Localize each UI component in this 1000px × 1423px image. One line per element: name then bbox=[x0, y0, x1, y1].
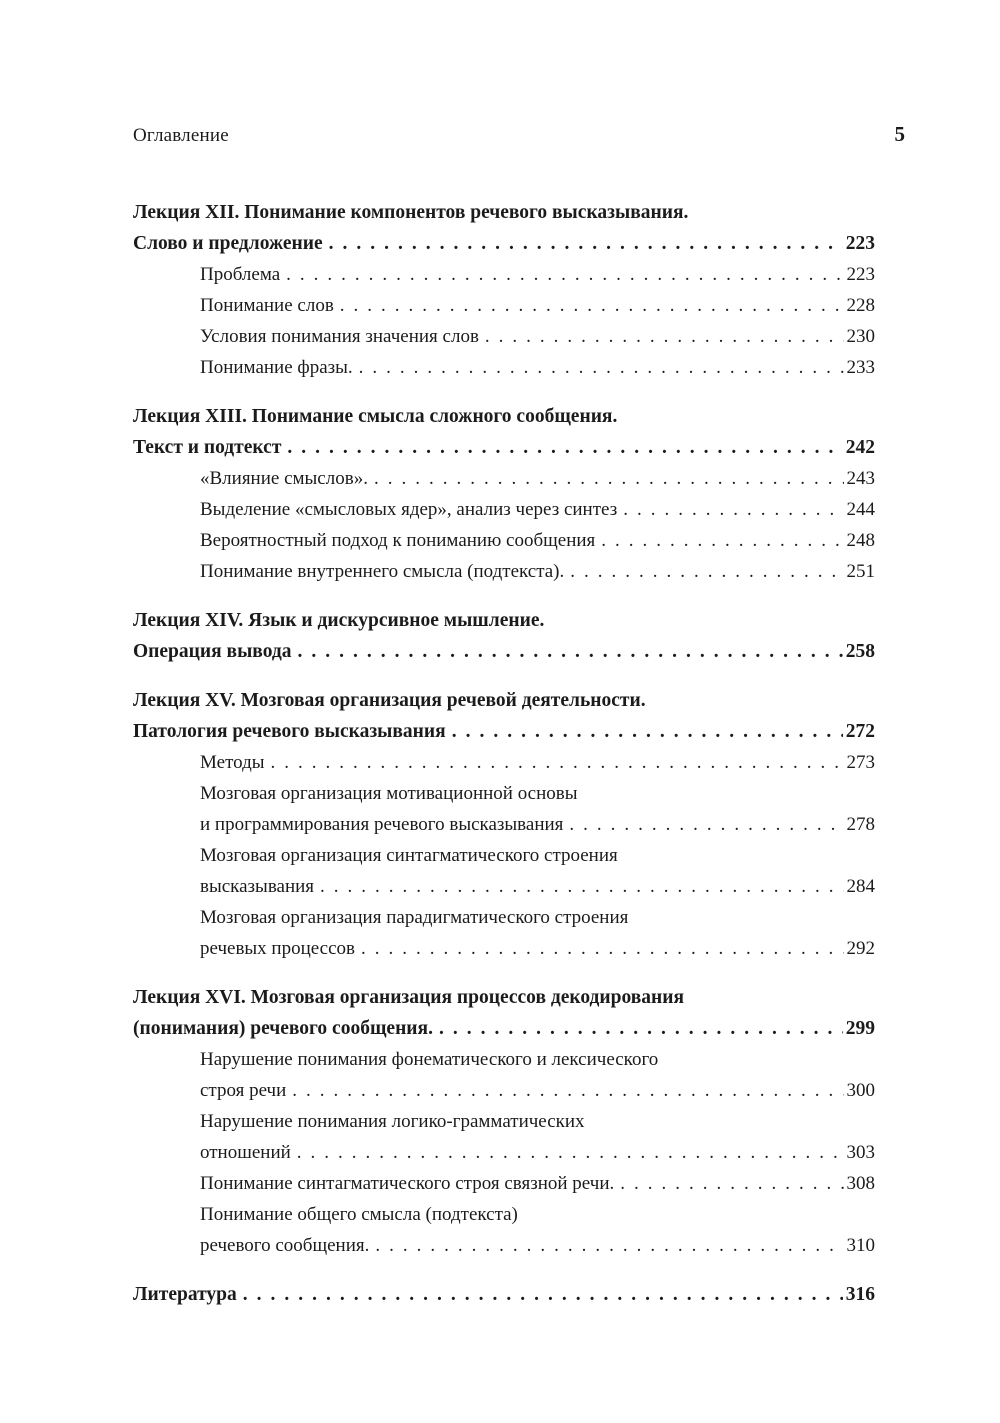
toc-entry-page-number: 243 bbox=[846, 468, 875, 489]
toc-entry-title: Понимание слов bbox=[200, 295, 334, 316]
toc-entry-page-number: 284 bbox=[846, 876, 875, 897]
toc-entry-line: Понимание общего смысла (подтекста) bbox=[200, 1204, 518, 1225]
dot-leader bbox=[601, 525, 843, 556]
toc-entry-last-line bbox=[133, 1279, 875, 1310]
dot-leader bbox=[570, 556, 843, 587]
dot-leader bbox=[287, 432, 842, 463]
toc-entry-title: Условия понимания значения слов bbox=[200, 326, 479, 347]
toc-entry-line: Нарушение понимания логико-грамматических bbox=[200, 1111, 585, 1132]
dot-leader bbox=[243, 1279, 843, 1310]
toc-sub-entry bbox=[133, 494, 875, 525]
toc-entry-page-number: 308 bbox=[846, 1173, 875, 1194]
dot-leader bbox=[297, 1137, 844, 1168]
toc-entry-title: строя речи bbox=[200, 1080, 287, 1101]
toc-sub-entry bbox=[133, 352, 875, 383]
toc-entry-last-line bbox=[200, 933, 875, 964]
toc-entry-line: Нарушение понимания фонематического и лексического bbox=[200, 1049, 659, 1070]
toc-chapter-entry bbox=[133, 605, 875, 667]
toc-entry-page-number: 300 bbox=[846, 1080, 875, 1101]
dot-leader bbox=[292, 1075, 843, 1106]
toc-entry-title: Слово и предложение bbox=[133, 233, 323, 254]
dot-leader bbox=[375, 1230, 843, 1261]
toc-entry-title: (понимания) речевого сообщения. bbox=[133, 1018, 433, 1039]
running-head-title: Оглавление bbox=[133, 125, 229, 146]
toc-entry-page-number: 248 bbox=[846, 530, 875, 551]
toc-sub-entry bbox=[133, 902, 875, 964]
toc-sub-entry bbox=[133, 1106, 875, 1168]
toc-entry-last-line bbox=[200, 871, 875, 902]
page-number: 5 bbox=[894, 122, 905, 146]
toc-entry-last-line bbox=[200, 494, 875, 525]
toc-entry-page-number: 299 bbox=[845, 1018, 875, 1039]
toc-entry-title: Вероятностный подход к пониманию сообщения bbox=[200, 530, 596, 551]
toc-entry-title: Выделение «смысловых ядер», анализ через синтез bbox=[200, 499, 618, 520]
toc-entry-page-number: 230 bbox=[846, 326, 875, 347]
toc-sub-entry bbox=[133, 747, 875, 778]
toc-entry-title: Операция вывода bbox=[133, 641, 292, 662]
toc-entry-title: «Влияние смыслов». bbox=[200, 468, 368, 489]
toc-sub-entry bbox=[133, 525, 875, 556]
toc-entry-last-line bbox=[133, 228, 875, 259]
toc-entry-last-line bbox=[133, 432, 875, 463]
toc-entry-last-line bbox=[200, 556, 875, 587]
dot-leader bbox=[620, 1168, 843, 1199]
toc-entry-line: Лекция XII. Понимание компонентов речевого высказывания. bbox=[133, 202, 689, 223]
toc-entry-last-line bbox=[200, 290, 875, 321]
toc-entry-last-line bbox=[200, 259, 875, 290]
toc-entry-line: Лекция XV. Мозговая организация речевой деятельности. bbox=[133, 690, 646, 711]
toc-entry-last-line bbox=[200, 352, 875, 383]
toc-entry-title: высказывания bbox=[200, 876, 315, 897]
dot-leader bbox=[298, 636, 843, 667]
toc-entry-last-line bbox=[200, 1075, 875, 1106]
toc-sub-entry bbox=[133, 259, 875, 290]
toc-entry-last-line bbox=[200, 463, 875, 494]
toc-chapter-entry bbox=[133, 685, 875, 747]
toc-entry-page-number: 310 bbox=[846, 1235, 875, 1256]
toc-entry-title: речевых процессов bbox=[200, 938, 356, 959]
toc-entry-page-number: 292 bbox=[846, 938, 875, 959]
toc-sub-entry bbox=[133, 778, 875, 840]
toc-entry-page-number: 303 bbox=[846, 1142, 875, 1163]
toc-entry-page-number: 316 bbox=[845, 1284, 875, 1305]
toc-sub-entry bbox=[133, 1044, 875, 1106]
toc-sub-entry bbox=[133, 321, 875, 352]
toc-entry-page-number: 242 bbox=[845, 437, 875, 458]
dot-leader bbox=[569, 809, 843, 840]
toc-entry-line: Лекция XVI. Мозговая организация процессов декодирования bbox=[133, 987, 685, 1008]
dot-leader bbox=[329, 228, 843, 259]
toc-entry-page-number: 273 bbox=[846, 752, 875, 773]
dot-leader bbox=[485, 321, 844, 352]
toc-entry-line: Мозговая организация парадигматического строения bbox=[200, 907, 629, 928]
toc-entry-last-line bbox=[200, 747, 875, 778]
toc-sub-entry bbox=[133, 1168, 875, 1199]
toc-entry-page-number: 233 bbox=[846, 357, 875, 378]
toc-sub-entry bbox=[133, 463, 875, 494]
toc-entry-page-number: 228 bbox=[846, 295, 875, 316]
toc-entry-line: Лекция XIV. Язык и дискурсивное мышление. bbox=[133, 610, 545, 631]
toc-entry-title: Методы bbox=[200, 752, 265, 773]
toc-entry-title: и программирования речевого высказывания bbox=[200, 814, 564, 835]
toc-entry-line: Лекция XIII. Понимание смысла сложного сообщения. bbox=[133, 406, 618, 427]
dot-leader bbox=[439, 1013, 843, 1044]
dot-leader bbox=[340, 290, 844, 321]
toc-entry-title: Текст и подтекст bbox=[133, 437, 282, 458]
toc-entry-page-number: 258 bbox=[845, 641, 875, 662]
toc-chapter-entry bbox=[133, 401, 875, 463]
toc-sub-entry bbox=[133, 840, 875, 902]
toc-list bbox=[133, 197, 875, 1310]
toc-entry-line: Мозговая организация мотивационной основы bbox=[200, 783, 578, 804]
dot-leader bbox=[452, 716, 843, 747]
toc-sub-entry bbox=[133, 1199, 875, 1261]
dot-leader bbox=[623, 494, 843, 525]
toc-entry-last-line bbox=[200, 1137, 875, 1168]
toc-entry-page-number: 223 bbox=[846, 264, 875, 285]
toc-entry-line: Мозговая организация синтагматического строения bbox=[200, 845, 618, 866]
toc-entry-title: Понимание синтагматического строя связной речи. bbox=[200, 1173, 615, 1194]
toc-chapter-entry bbox=[133, 1279, 875, 1310]
toc-entry-title: Литература bbox=[133, 1284, 237, 1305]
toc-entry-page-number: 244 bbox=[846, 499, 875, 520]
toc-entry-last-line bbox=[133, 716, 875, 747]
toc-entry-last-line bbox=[200, 809, 875, 840]
toc-entry-title: Понимание внутреннего смысла (подтекста). bbox=[200, 561, 565, 582]
toc-chapter-entry bbox=[133, 197, 875, 259]
dot-leader bbox=[361, 933, 843, 964]
toc-entry-last-line bbox=[200, 1168, 875, 1199]
toc-chapter-entry bbox=[133, 982, 875, 1044]
toc-entry-last-line bbox=[200, 321, 875, 352]
dot-leader bbox=[271, 747, 844, 778]
toc-entry-last-line bbox=[133, 1013, 875, 1044]
toc-sub-entry bbox=[133, 290, 875, 321]
toc-entry-title: Проблема bbox=[200, 264, 281, 285]
dot-leader bbox=[286, 259, 843, 290]
toc-entry-title: речевого сообщения. bbox=[200, 1235, 370, 1256]
toc-sub-entry bbox=[133, 556, 875, 587]
toc-entry-title: Патология речевого высказывания bbox=[133, 721, 446, 742]
toc-entry-last-line bbox=[200, 525, 875, 556]
toc-entry-page-number: 251 bbox=[846, 561, 875, 582]
toc-entry-last-line bbox=[200, 1230, 875, 1261]
toc-entry-title: отношений bbox=[200, 1142, 291, 1163]
page-header bbox=[133, 122, 905, 147]
dot-leader bbox=[320, 871, 843, 902]
dot-leader bbox=[359, 352, 844, 383]
dot-leader bbox=[374, 463, 844, 494]
toc-entry-page-number: 223 bbox=[845, 233, 875, 254]
toc-entry-title: Понимание фразы. bbox=[200, 357, 353, 378]
toc-entry-page-number: 272 bbox=[845, 721, 875, 742]
toc-entry-page-number: 278 bbox=[846, 814, 875, 835]
toc-entry-last-line bbox=[133, 636, 875, 667]
